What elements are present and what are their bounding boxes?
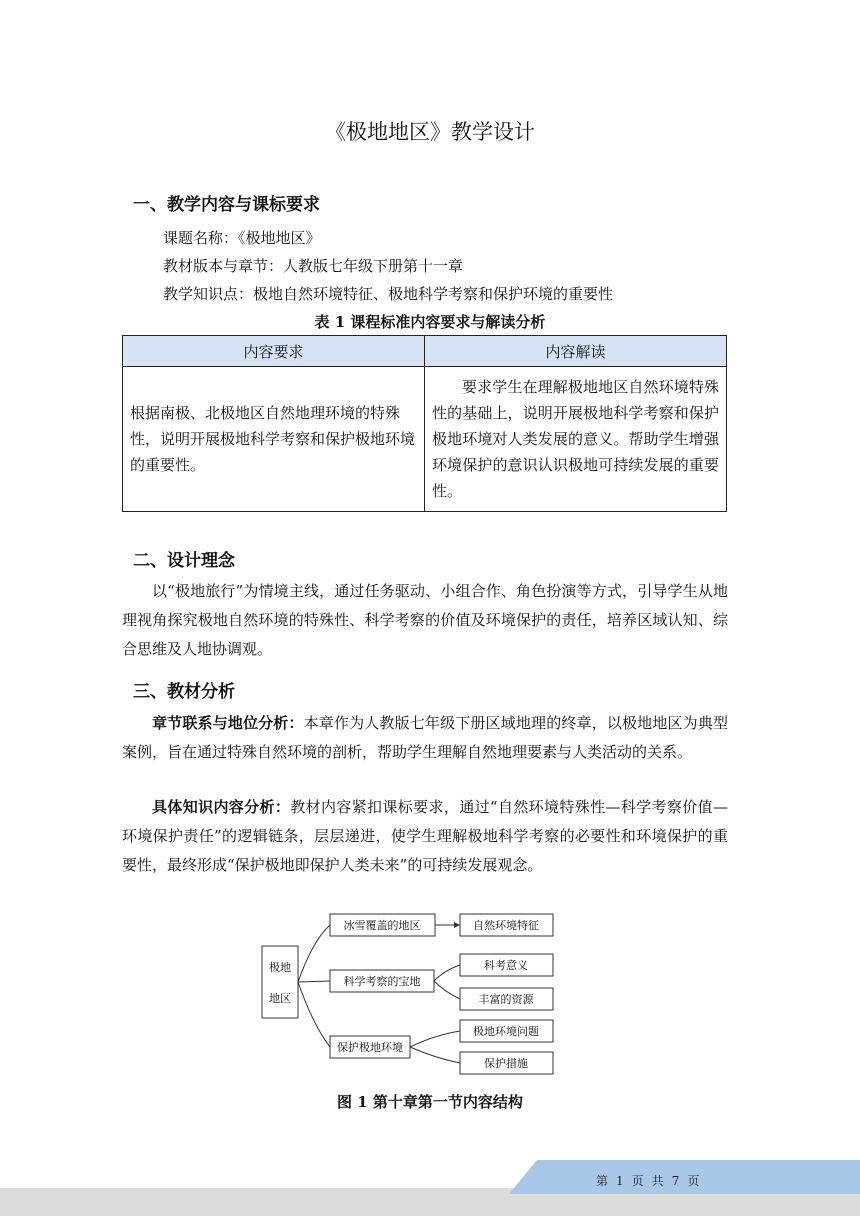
chapter-position-paragraph bbox=[122, 709, 728, 767]
table-header-interpretation: 内容解读 bbox=[425, 336, 727, 367]
section-1-heading: 一、教学内容与课标要求 bbox=[133, 195, 320, 215]
leaf-label-4: 极地环境问题 bbox=[473, 1025, 539, 1038]
course-title-line: 课题名称：《极地地区》 bbox=[163, 229, 321, 247]
table-caption: 表 1 课程标准内容要求与解读分析 bbox=[314, 313, 546, 331]
leaf-label-5: 保护措施 bbox=[484, 1057, 528, 1070]
leaf-label-3: 丰富的资源 bbox=[478, 993, 534, 1006]
section-2-heading: 二、设计理念 bbox=[133, 551, 235, 571]
root-label-line1: 极地 bbox=[269, 961, 291, 974]
section-3-heading: 三、教材分析 bbox=[133, 682, 235, 702]
arrow-head bbox=[454, 922, 460, 928]
table-row bbox=[123, 367, 727, 512]
root-box bbox=[262, 946, 298, 1018]
page-title: 《极地地区》教学设计 bbox=[325, 120, 535, 144]
design-concept-paragraph: 以“极地旅行”为情境主线，通过任务驱动、小组合作、角色扮演等方式，引导学生从地理视角探究极地自然环境的特殊性、科学考察的价值及环境保护的责任，培养区域认知、综合思维及人地协调观。 bbox=[122, 582, 728, 658]
chapter-position-text: 本章作为人教版七年级下册区域地理的终章，以极地地区为典型案例，旨在通过特殊自然环境的剖析，帮助学生理解自然地理要素与人类活动的关系。 bbox=[122, 714, 728, 761]
knowledge-content-label: 具体知识内容分析： bbox=[152, 798, 291, 816]
knowledge-content-text: 教材内容紧扣课标要求，通过“自然环境特殊性—科学考察价值—环境保护责任”的逻辑链条，层层递进，使学生理解极地科学考察的必要性和环境保护的重要性，最终形成“保护极地即保护人类未来”的可持续发展观念。 bbox=[122, 798, 728, 874]
leaf-label-2: 科考意义 bbox=[484, 959, 528, 972]
curriculum-standard-table bbox=[122, 335, 727, 512]
branch-label-2: 科学考察的宝地 bbox=[343, 975, 421, 988]
branch-label-3: 保护极地环境 bbox=[337, 1041, 403, 1054]
page-number: 第 1 页 共 7 页 bbox=[596, 1174, 700, 1188]
connector-b3-l5 bbox=[410, 1047, 460, 1063]
connector-root-b3 bbox=[298, 982, 330, 1047]
interpretation-cell: 要求学生在理解极地地区自然环境特殊性的基础上，说明开展极地科学考察和保护极地环境对人类发展的意义。帮助学生增强环境保护的意识认识极地可持续发展的重要性。 bbox=[425, 367, 727, 512]
root-label-line2: 地区 bbox=[269, 992, 291, 1005]
table-header-row bbox=[123, 336, 727, 367]
connector-b3-l4 bbox=[410, 1031, 460, 1047]
requirements-cell: 根据南极、北极地区自然地理环境的特殊性，说明开展极地科学考察和保护极地环境的重要性。 bbox=[123, 367, 425, 512]
connector-b2-l3 bbox=[434, 981, 460, 999]
chapter-position-label: 章节联系与地位分析： bbox=[152, 714, 304, 732]
textbook-version-line: 教材版本与章节：人教版七年级下册第十一章 bbox=[163, 257, 464, 275]
branch-label-1: 冰雪覆盖的地区 bbox=[343, 919, 421, 932]
table-header-requirements: 内容要求 bbox=[123, 336, 425, 367]
content-structure-diagram bbox=[255, 910, 565, 1085]
connector-b2-l2 bbox=[434, 965, 460, 981]
knowledge-content-paragraph bbox=[122, 793, 728, 880]
connector-root-b2 bbox=[298, 981, 330, 982]
connector-root-b1 bbox=[298, 925, 330, 982]
figure-caption: 图 1 第十章第一节内容结构 bbox=[337, 1093, 523, 1111]
knowledge-points-line: 教学知识点：极地自然环境特征、极地科学考察和保护环境的重要性 bbox=[163, 285, 614, 303]
leaf-label-1: 自然环境特征 bbox=[473, 919, 539, 932]
